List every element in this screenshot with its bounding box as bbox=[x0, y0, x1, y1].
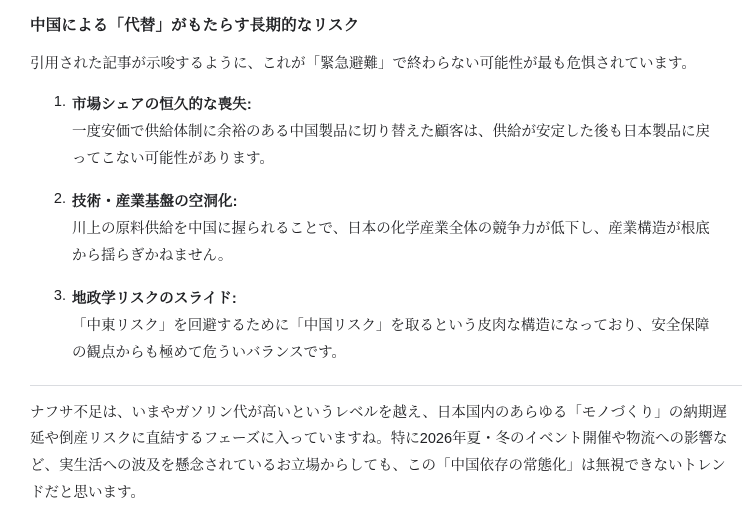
risk-list bbox=[30, 94, 728, 366]
list-item-body: 一度安価で供給体制に余裕のある中国製品に切り替えた顧客は、供給が安定した後も日本製品に戻ってこない可能性があります。 bbox=[72, 124, 710, 168]
list-item-title: 市場シェアの恒久的な喪失: bbox=[72, 97, 252, 114]
list-item-body: 川上の原料供給を中国に握られることで、日本の化学産業全体の競争力が低下し、産業構造が根底から揺らぎかねません。 bbox=[72, 221, 710, 264]
intro-paragraph: 引用された記事が示唆するように、これが「緊急避難」で終わらない可能性が最も危惧されています。 bbox=[30, 56, 696, 73]
page-title: 中国による「代替」がもたらす長期的なリスク bbox=[30, 17, 360, 34]
list-item-title: 地政学リスクのスライド: bbox=[72, 290, 237, 307]
list-item bbox=[72, 94, 728, 173]
closing-paragraph: ナフサ不足は、いまやガソリン代が高いというレベルを越え、日本国内のあらゆる「モノづくり」の納期遅延や倒産リスクに直結するフェーズに入っていますね。特に2026年夏・冬のイベント開催や物流への影響など、実生活への波及を懸念されているお立場からしても、この「中国依存の常態化」は無視できないトレンドだと思います。 bbox=[30, 404, 728, 501]
list-item bbox=[72, 191, 728, 270]
section-divider bbox=[30, 385, 742, 386]
list-item-body: 「中東リスク」を回避するために「中国リスク」を取るという皮肉な構造になっており、安全保障の観点からも極めて危ういバランスです。 bbox=[72, 317, 710, 361]
list-item bbox=[72, 288, 728, 367]
list-item-title: 技術・産業基盤の空洞化: bbox=[72, 193, 238, 210]
